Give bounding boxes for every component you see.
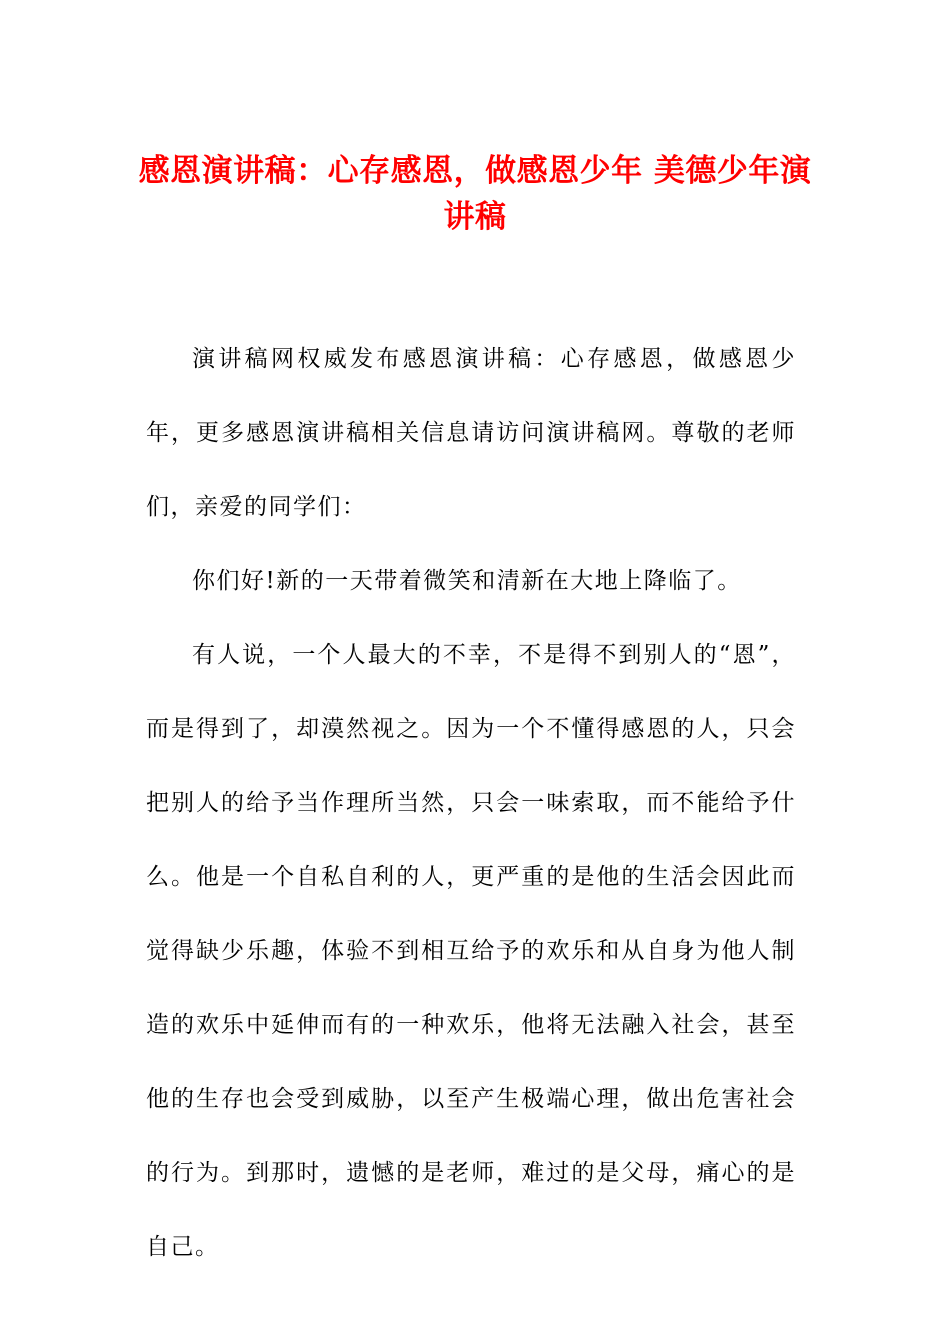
document-body [146,322,796,1284]
paragraph-intro: 演讲稿网权威发布感恩演讲稿：心存感恩，做感恩少年，更多感恩演讲稿相关信息请访问演讲稿网。尊敬的老师们，亲爱的同学们： [146,346,796,520]
paragraph-main: 有人说，一个人最大的不幸，不是得不到别人的“恩”，而是得到了，却漠然视之。因为一个不懂得感恩的人，只会把别人的给予当作理所当然，只会一味索取，而不能给予什么。他是一个自私自利的人，更严重的是他的生活会因此而觉得缺少乐趣，体验不到相互给予的欢乐和从自身为他人制造的欢乐中延伸而有的一种欢乐，他将无法融入社会，甚至他的生存也会受到威胁，以至产生极端心理，做出危害社会的行为。到那时，遗憾的是老师，难过的是父母，痛心的是自己。 [146,642,796,1260]
document-title: 感恩演讲稿：心存感恩，做感恩少年 美德少年演讲稿 [138,153,812,235]
paragraph-greeting: 你们好!新的一天带着微笑和清新在大地上降临了。 [192,568,742,594]
